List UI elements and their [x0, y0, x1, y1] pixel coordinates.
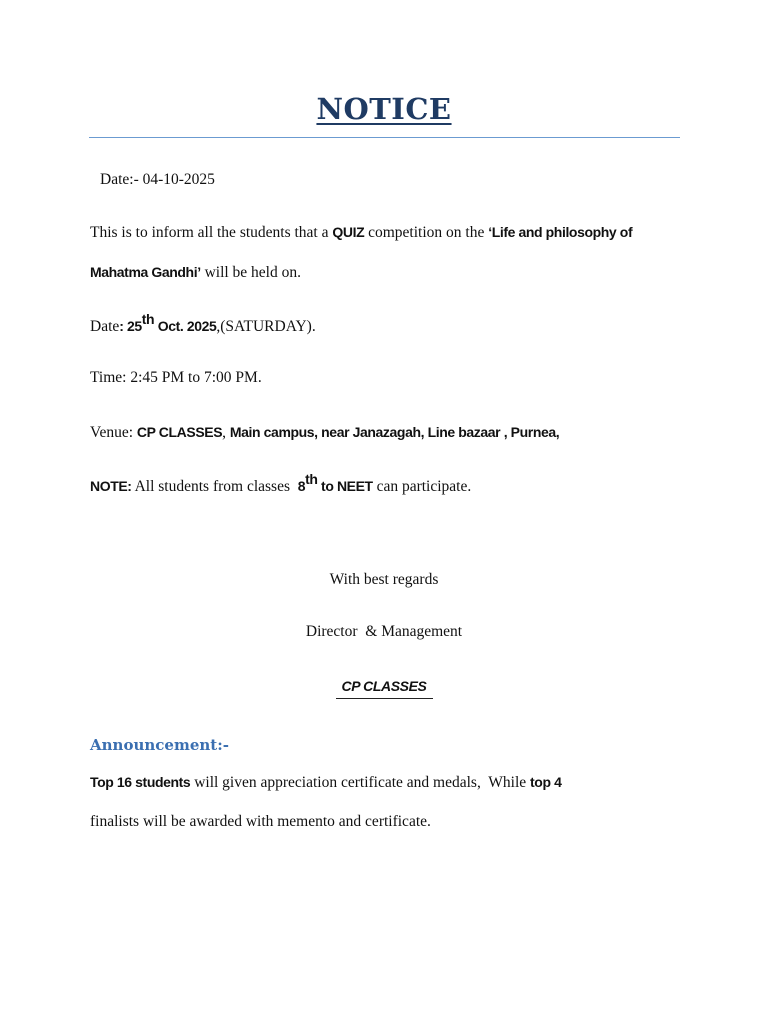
closing-regards: With best regards — [329, 571, 439, 588]
note-class: 8 — [297, 478, 306, 494]
event-venue — [90, 422, 559, 443]
intro-line-2 — [90, 262, 301, 283]
signature-underline — [336, 698, 433, 699]
signature-organization — [0, 676, 768, 697]
venue-label: Venue: — [90, 424, 137, 441]
event-date — [90, 311, 316, 337]
signature-organization-name: CP CLASSES — [341, 678, 427, 694]
notice-date: Date:- 04-10-2025 — [100, 171, 215, 188]
intro-prefix: This is to inform all the students that a — [90, 224, 333, 241]
intro-mid: competition on the — [364, 224, 489, 241]
intro-line-1 — [90, 222, 632, 243]
venue-separator: , — [222, 424, 230, 441]
top-finalists: top 4 — [530, 774, 562, 790]
quiz-topic-part1: ‘Life and philosophy of — [488, 224, 633, 240]
note-end: can participate. — [372, 478, 472, 495]
event-date-label: Date — [90, 318, 120, 335]
note-label: NOTE: — [90, 478, 132, 494]
announcement-mid: will given appreciation certificate and medals, While — [190, 774, 531, 791]
quiz-topic-part2: Mahatma Gandhi’ — [90, 264, 201, 280]
event-date-month-year: Oct. 2025 — [154, 318, 217, 334]
note-text: All students from classes — [131, 478, 298, 495]
event-date-suffix: th — [141, 311, 155, 327]
event-weekday: ,(SATURDAY). — [216, 318, 316, 335]
eligibility-note — [90, 471, 472, 497]
page-title: NOTICE — [316, 92, 452, 126]
announcement-heading: Announcement:- — [90, 736, 229, 754]
top-students: Top 16 students — [90, 774, 191, 790]
quiz-word: QUIZ — [332, 224, 365, 240]
note-class-suffix: th — [305, 471, 318, 487]
announcement-line-1 — [90, 772, 562, 793]
announcement-line-2: finalists will be awarded with memento and certificate. — [90, 813, 431, 830]
venue-address: Main campus, near Janazagah, Line bazaar , Purnea, — [229, 424, 560, 440]
signatory: Director & Management — [305, 623, 463, 640]
venue-organization: CP CLASSES — [136, 424, 223, 440]
intro-suffix: will be held on. — [200, 264, 301, 281]
note-range: to NEET — [317, 478, 373, 494]
title-divider — [89, 137, 680, 138]
event-date-day: : 25 — [119, 318, 142, 334]
event-time: Time: 2:45 PM to 7:00 PM. — [90, 369, 262, 386]
